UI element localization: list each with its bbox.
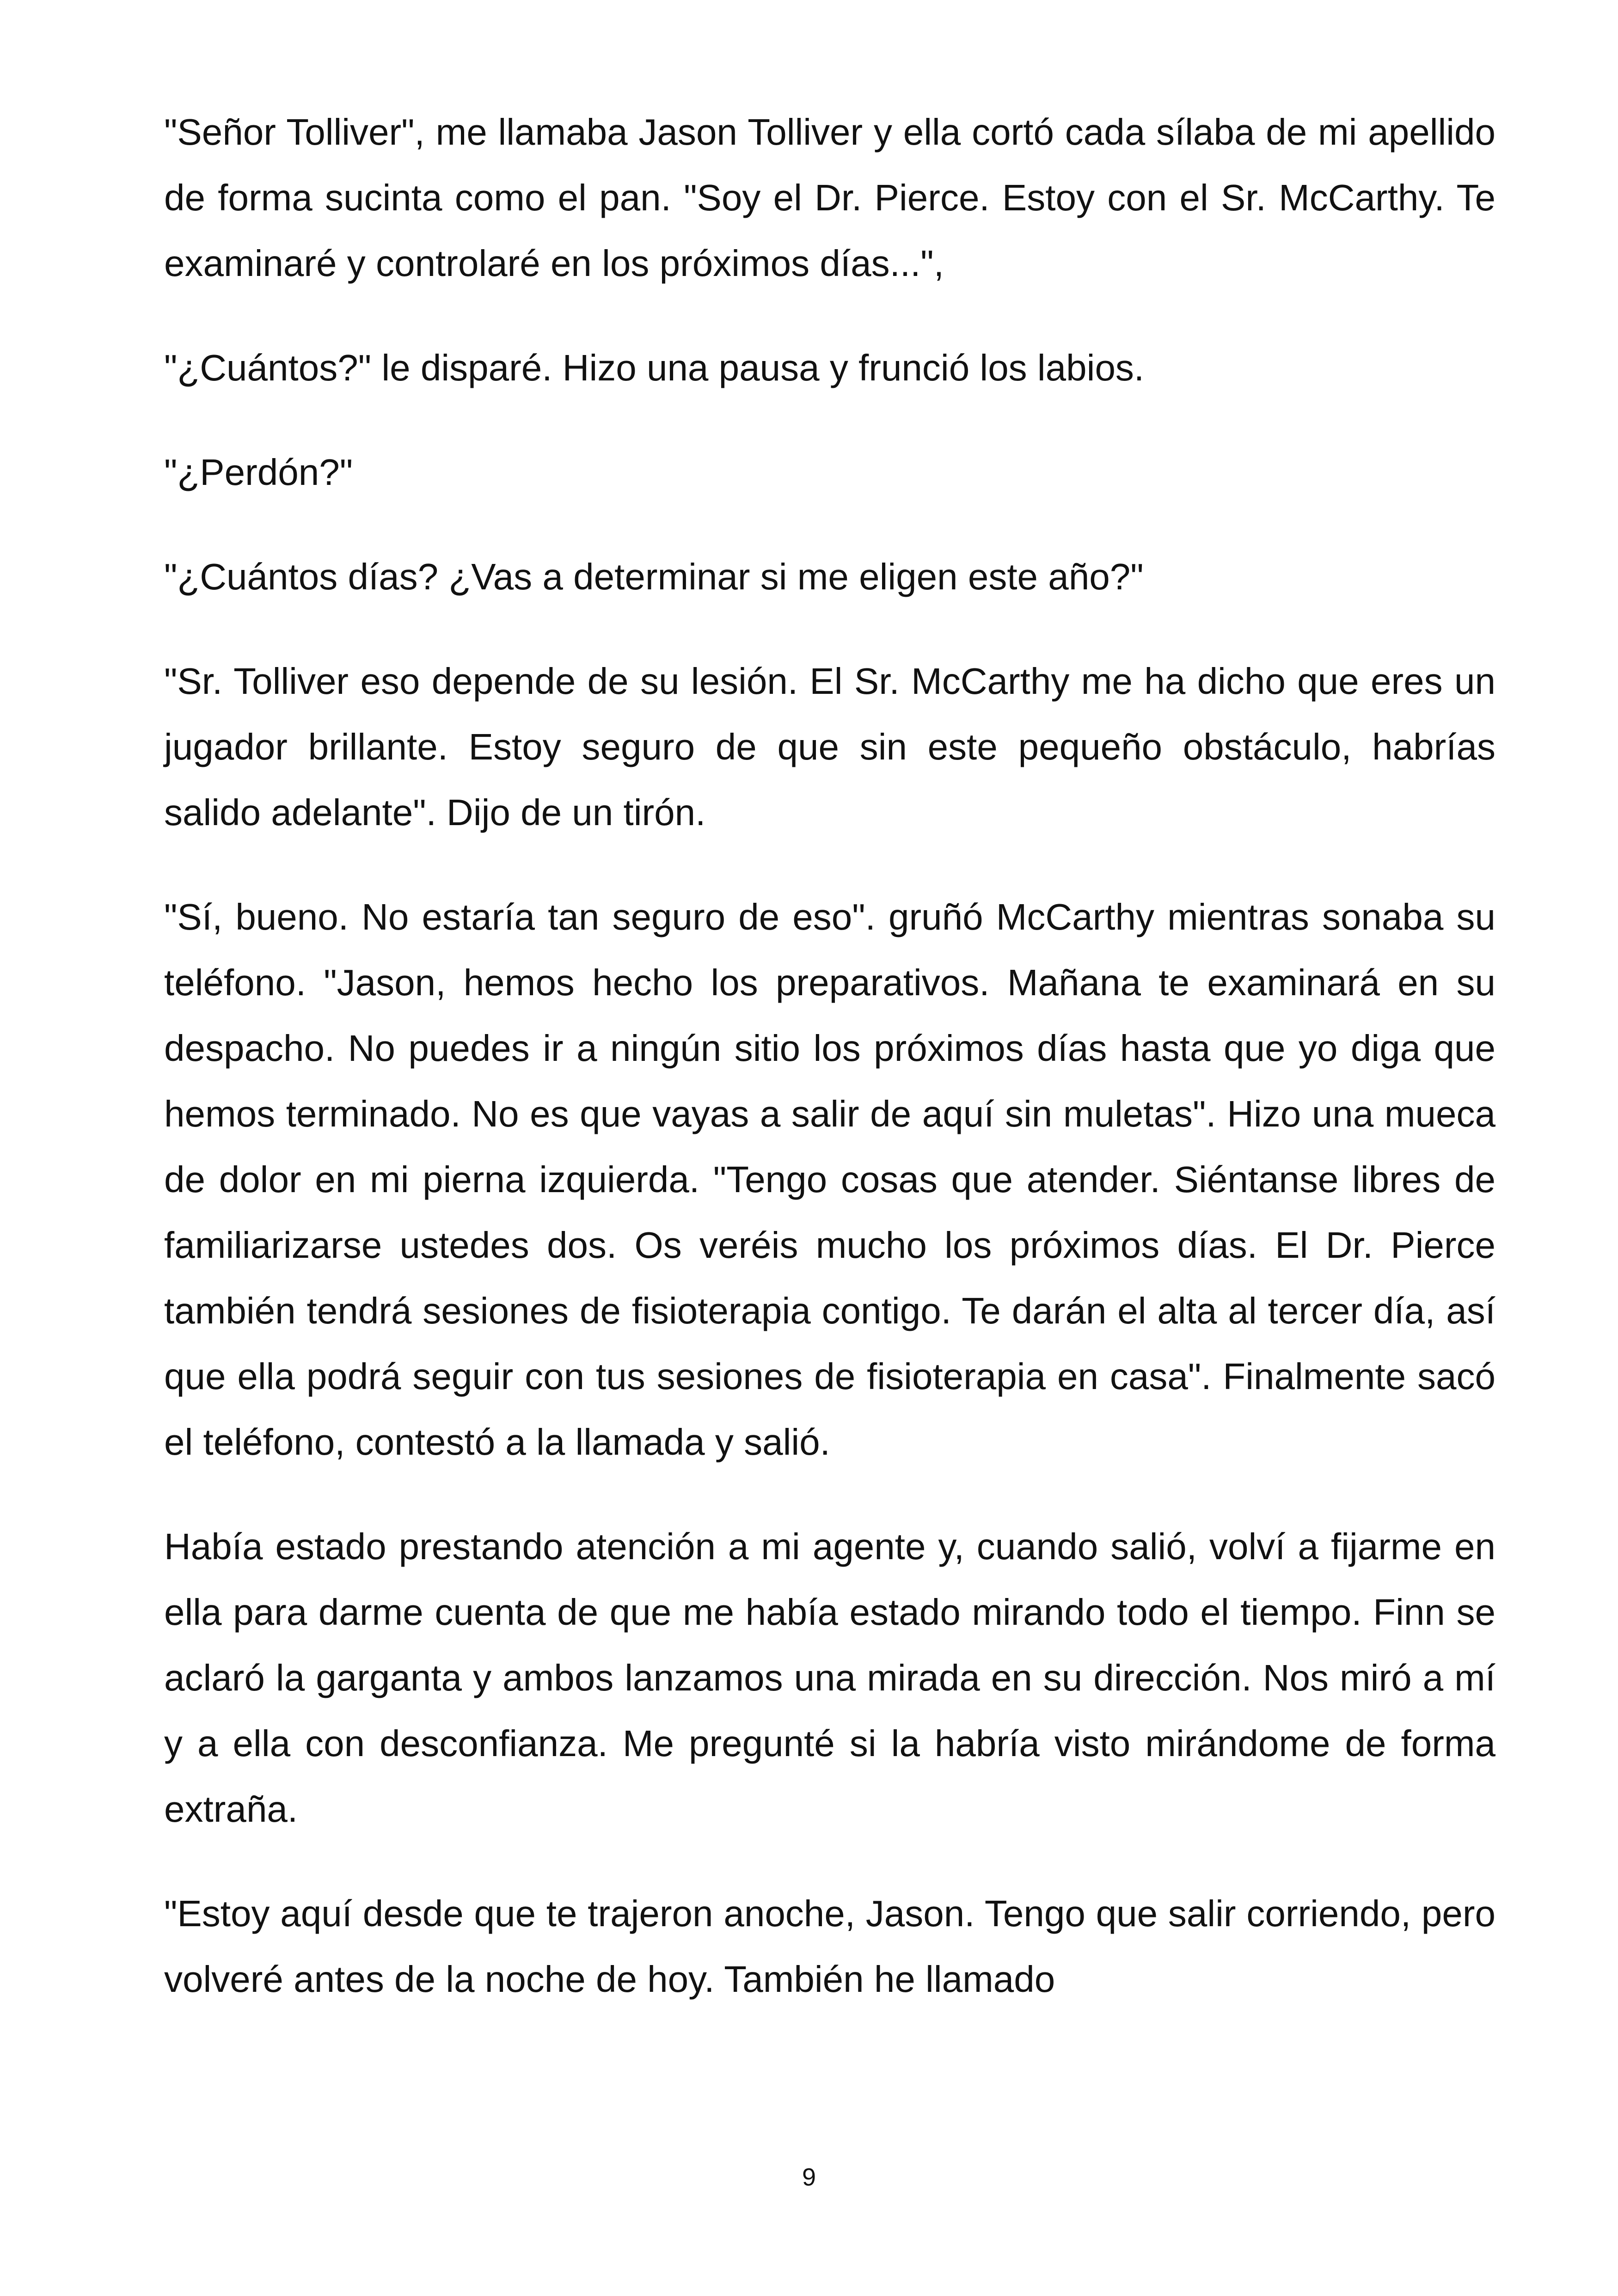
page-number: 9	[802, 2163, 816, 2191]
paragraph: "Sr. Tolliver eso depende de su lesión. El Sr. McCarthy me ha dicho que eres un jugador brillante. Estoy seguro de que sin este pequeño obstáculo, habrías salido adelante". Dijo de un tirón.	[164, 661, 1495, 833]
body-text	[164, 99, 1495, 2012]
paragraph: "Estoy aquí desde que te trajeron anoche, Jason. Tengo que salir corriendo, pero volveré antes de la noche de hoy. También he llamado	[164, 1893, 1495, 2000]
paragraph: "¿Cuántos?" le disparé. Hizo una pausa y frunció los labios.	[164, 347, 1145, 388]
paragraph: Había estado prestando atención a mi agente y, cuando salió, volví a fijarme en ella para darme cuenta de que me había estado mirando todo el tiempo. Finn se aclaró la garganta y ambos lanzamos una mirada en su dirección. Nos miró a mí y a ella con desconfianza. Me pregunté si la habría visto mirándome de forma extraña.	[164, 1526, 1495, 1830]
paragraph: "Señor Tolliver", me llamaba Jason Tolliver y ella cortó cada sílaba de mi apellido de forma sucinta como el pan. "Soy el Dr. Pierce. Estoy con el Sr. McCarthy. Te examinaré y controlaré en los próximos días...",	[164, 111, 1495, 284]
paragraph: "¿Cuántos días? ¿Vas a determinar si me eligen este año?"	[164, 556, 1144, 597]
paragraph: "¿Perdón?"	[164, 452, 353, 493]
paragraph: "Sí, bueno. No estaría tan seguro de eso". gruñó McCarthy mientras sonaba su teléfono. "Jason, hemos hecho los preparativos. Mañana te examinará en su despacho. No puedes ir a ningún sitio los próximos días hasta que yo diga que hemos terminado. No es que vayas a salir de aquí sin muletas". Hizo una mueca de dolor en mi pierna izquierda. "Tengo cosas que atender. Siéntanse libres de familiarizarse ustedes dos. Os veréis mucho los próximos días. El Dr. Pierce también tendrá sesiones de fisioterapia contigo. Te darán el alta al tercer día, así que ella podrá seguir con tus sesiones de fisioterapia en casa". Finalmente sacó el teléfono, contestó a la llamada y salió.	[164, 896, 1495, 1463]
